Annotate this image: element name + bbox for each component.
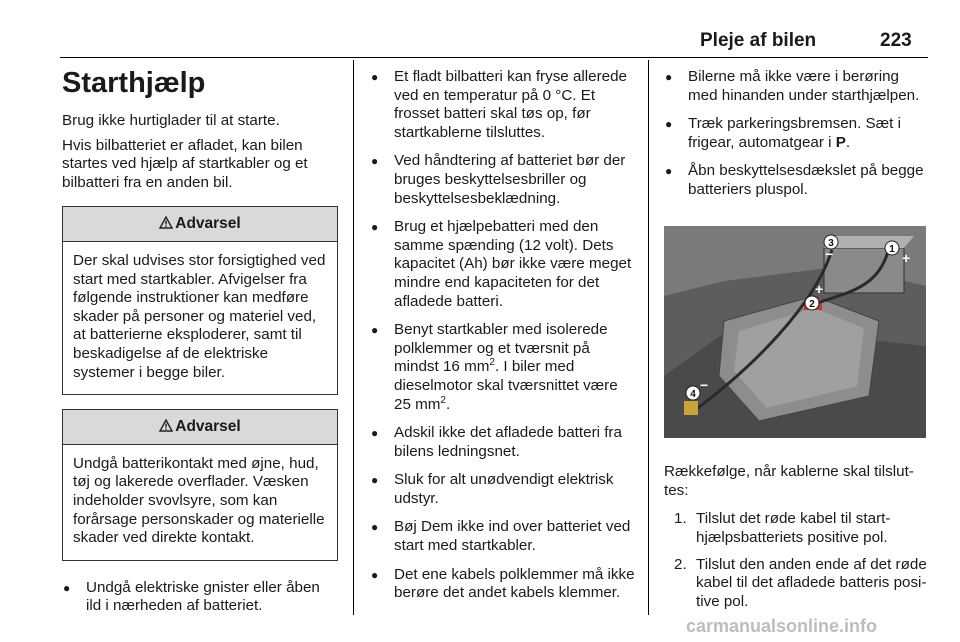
warning-box	[62, 206, 338, 395]
polarity-plus: +	[902, 249, 911, 266]
list-item	[664, 115, 928, 152]
list-item: ● Bilerne må ikke være i berøring med hinanden under starthjælpen.	[664, 68, 928, 105]
list-item: ● Sluk for alt unødvendigt elektrisk udstyr.	[370, 471, 635, 508]
list-item: ● Undgå elektriske gnister eller åben ild i nærheden af batteriet.	[62, 579, 338, 616]
step-text: Tilslut den anden ende af det røde kabel til det afladede batteris positive pol.	[696, 555, 927, 610]
bullet-list	[62, 579, 338, 616]
callout-label: 3	[828, 237, 834, 249]
list-item: ● Brug et hjælpebatteri med den samme spænding (12 volt). Dets kapacitet (Ah) bør ikke være meget mindre end kapaciteten for det afladede batteri.	[370, 218, 635, 311]
list-text: .	[845, 133, 851, 151]
column-right	[664, 60, 928, 619]
list-item: ● Adskil ikke det afladede batteri fra bilens ledningsnet.	[370, 424, 635, 461]
warning-header	[63, 410, 337, 445]
warning-text: Undgå batterikontakt med øjne, hud, tøj og lakerede overflader. Væsken indeholder svovlsyre, som kan forårsage personskader og materielle skader ved direkte kontakt.	[73, 454, 325, 547]
superscript: 2	[489, 357, 495, 369]
polarity-plus: +	[815, 280, 824, 297]
column-left	[62, 60, 338, 626]
warning-title: Advarsel	[175, 215, 241, 233]
list-item: ● Åbn beskyttelsesdækslet på begge batteriers pluspol.	[664, 162, 928, 199]
bullet-list	[664, 68, 928, 200]
intro-paragraph: Hvis bilbatteriet er afladet, kan bilen startes ved hjælp af startkabler og et bilbatteri fra en anden bil.	[62, 136, 308, 191]
warning-box	[62, 409, 338, 561]
list-item: ● Bøj Dem ikke ind over batteriet ved start med startkabler.	[370, 518, 635, 555]
step-number: 2.	[674, 555, 687, 573]
gear-label: P	[835, 133, 846, 151]
list-text: . I biler med dieselmotor skal tværsnittet være 25 mm	[394, 358, 618, 413]
step-item	[674, 556, 928, 612]
chapter-title: Pleje af bilen	[700, 30, 817, 51]
list-text: Benyt startkabler med isolerede polklemmer og et tværsnit på mindst 16 mm	[394, 321, 608, 376]
polarity-minus: −	[825, 245, 834, 262]
numbered-steps	[674, 510, 928, 611]
warning-text: Der skal udvises stor forsigtighed ved start med startkabler. Afvigelser fra følgende instruktioner kan medføre skader på personer og materiel ved, at batterierne eksploderer, samt til beskadigelse af de elektriske systemer i begge biler.	[73, 251, 326, 381]
bullet-list	[370, 68, 635, 603]
column-middle	[370, 60, 635, 613]
callout-label: 2	[809, 298, 815, 310]
watermark: carmanualsonline.info	[686, 616, 878, 636]
callout-label: 1	[889, 243, 895, 255]
warning-header	[63, 207, 337, 242]
polarity-minus: −	[700, 376, 709, 393]
warning-triangle-icon	[159, 216, 173, 229]
list-text: .	[445, 395, 451, 413]
list-item: ● Ved håndtering af batteriet bør der bruges beskyttelsesbriller og beskyttelsesbeklædning.	[370, 152, 635, 208]
sequence-intro: Rækkefølge, når kablerne skal tilsluttes:	[664, 463, 914, 499]
list-text: Træk parkeringsbremsen. Sæt i frigear, automatgear i	[688, 115, 901, 151]
intro-paragraph: Brug ikke hurtiglader til at starte.	[62, 112, 280, 129]
step-text: Tilslut det røde kabel til starthjælpsbatteriets positive pol.	[696, 510, 891, 546]
step-item	[674, 510, 928, 547]
column-divider	[353, 60, 354, 615]
battery-jumpstart-illustration	[664, 226, 926, 438]
page-number: 223	[880, 30, 912, 51]
column-divider	[648, 60, 649, 615]
header-divider	[60, 57, 928, 58]
superscript: 2	[440, 394, 446, 406]
step-number: 1.	[674, 510, 687, 528]
callout-label: 4	[690, 388, 696, 400]
list-item: ● Det ene kabels polklemmer må ikke berøre det andet kabels klemmer.	[370, 566, 635, 603]
list-item	[370, 321, 635, 414]
warning-title: Advarsel	[175, 418, 241, 436]
section-title: Starthjælp	[62, 67, 206, 99]
list-item: ● Et fladt bilbatteri kan fryse allerede ved en temperatur på 0 °C. Et frosset batteri skal tøs op, før startkablerne tilsluttes.	[370, 68, 635, 142]
warning-triangle-icon	[159, 419, 173, 432]
